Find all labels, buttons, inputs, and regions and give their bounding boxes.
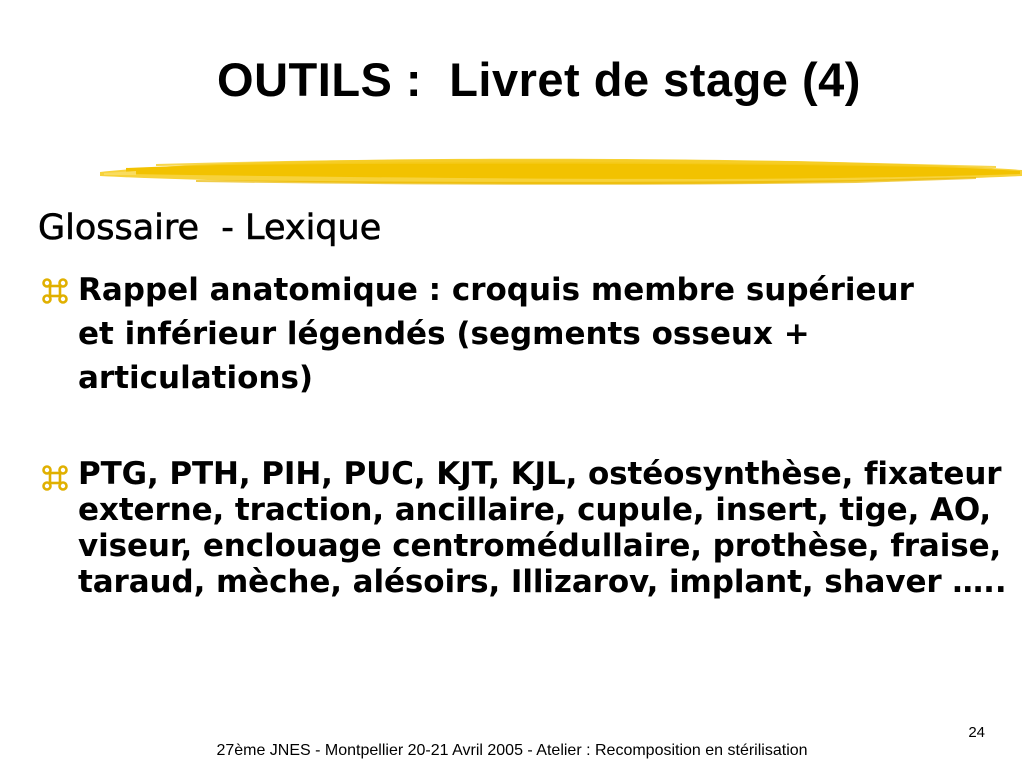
bullet-item xyxy=(42,268,1002,400)
brush-stroke-divider xyxy=(96,146,1024,194)
section-heading: Glossaire - Lexique xyxy=(38,208,382,248)
bullet-text: Rappel anatomique : croquis membre supérieur et inférieur légendés (segments osseux + articulations) xyxy=(78,272,914,396)
bullet-text: PTG, PTH, PIH, PUC, KJT, KJL, ostéosynthèse, fixateur externe, traction, ancillaire, cupule, insert, tige, AO, viseur, enclouage centromédullaire, prothèse, fraise, taraud, mèche, alésoirs, Illizarov, implant, shaver ….. xyxy=(78,456,1007,600)
bullet-item xyxy=(42,456,1007,600)
command-key-icon xyxy=(42,278,68,304)
slide-footer: 27ème JNES - Montpellier 20-21 Avril 2005 - Atelier : Recomposition en stérilisation xyxy=(216,742,808,759)
command-key-icon xyxy=(42,465,68,491)
slide-title: OUTILS : Livret de stage (4) xyxy=(217,53,861,106)
page-number: 24 xyxy=(968,724,985,741)
